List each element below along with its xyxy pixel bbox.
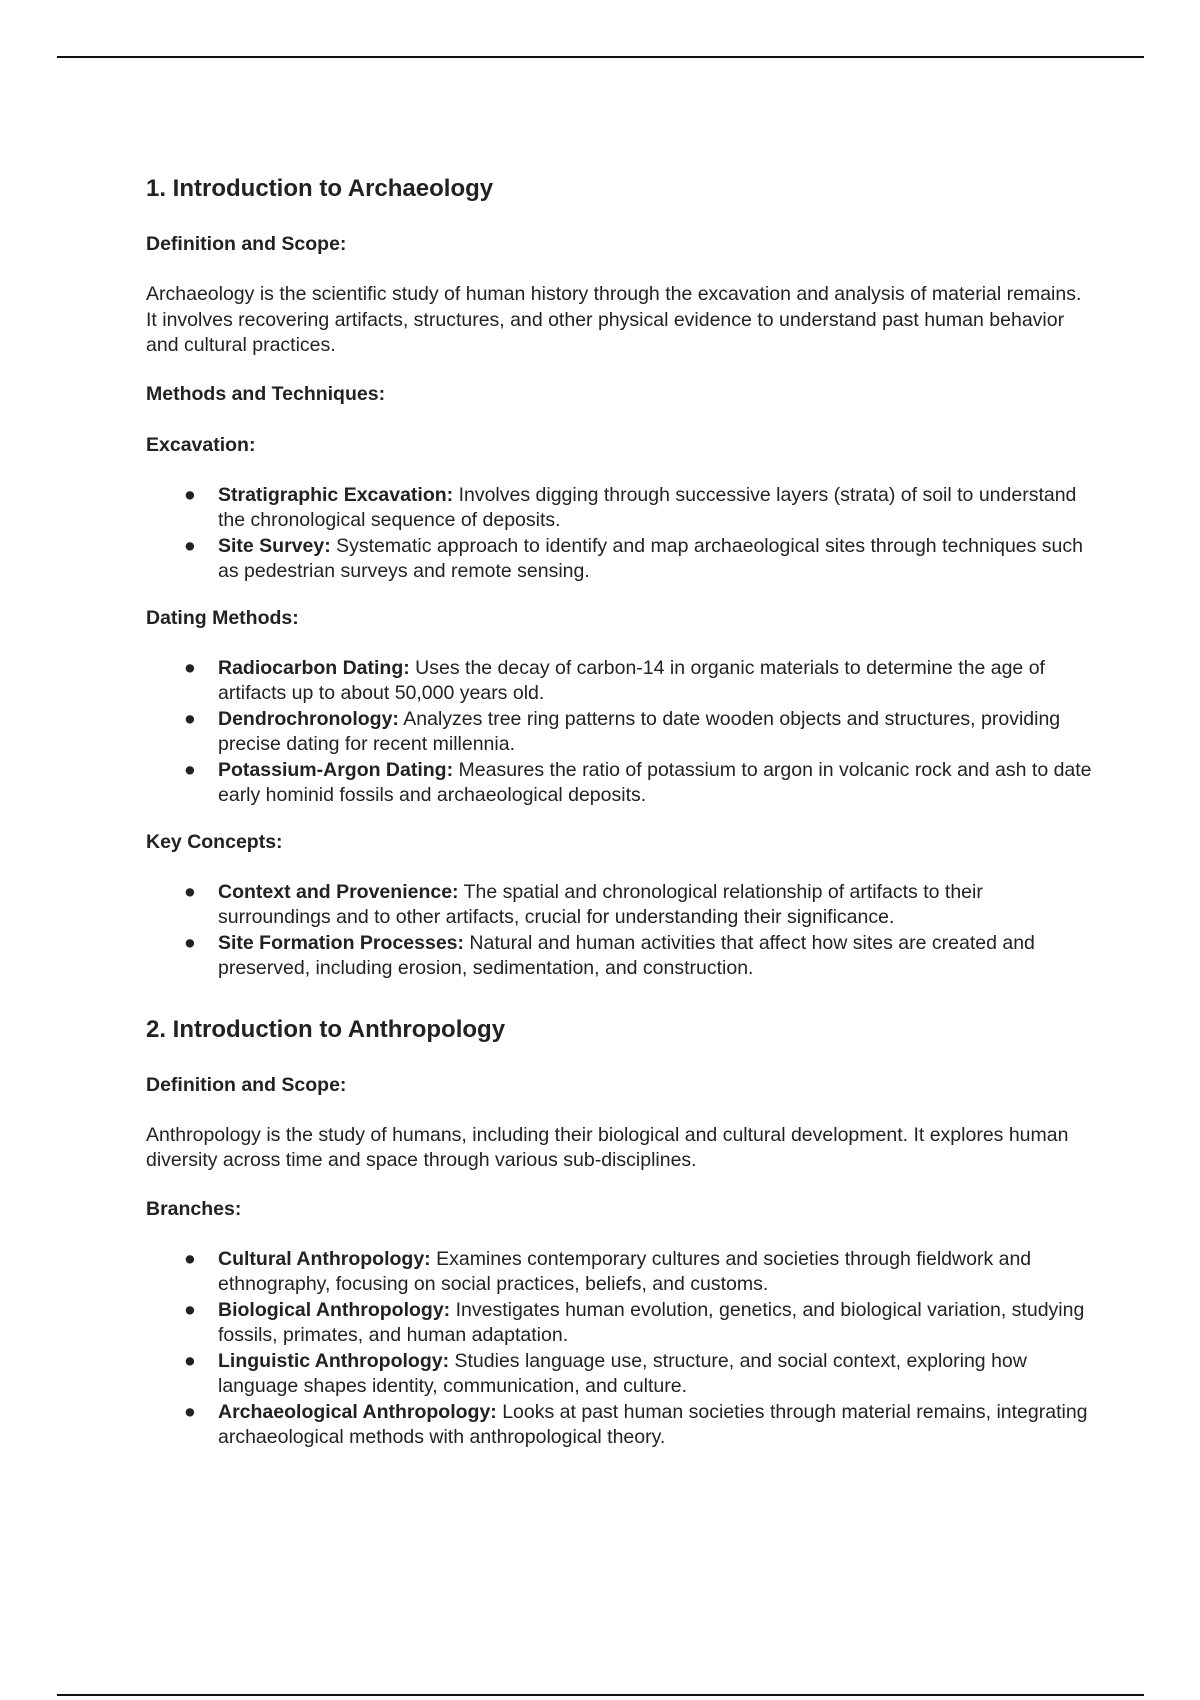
- definition-paragraph: Archaeology is the scientific study of human history through the excavation and analysis of material remains. It involves recovering artifacts, structures, and other physical evidence to understand past human behavior and cultural practices.: [146, 283, 1082, 356]
- list-item: [146, 1247, 1096, 1298]
- list-item-text: Systematic approach to identify and map archaeological sites through techniques such as pedestrian surveys and remote sensing.: [218, 534, 1083, 582]
- definition-label: Definition and Scope:: [146, 233, 347, 255]
- top-rule: [57, 56, 1144, 58]
- bottom-rule: [57, 1694, 1144, 1696]
- list-item-term: Cultural Anthropology:: [218, 1247, 431, 1270]
- bullet-icon: ●: [184, 880, 196, 903]
- bullet-icon: ●: [184, 1349, 196, 1372]
- list-item-term: Site Formation Processes:: [218, 931, 464, 954]
- bullet-icon: ●: [184, 758, 196, 781]
- bullet-icon: ●: [184, 1400, 196, 1423]
- bullet-icon: ●: [184, 1298, 196, 1321]
- list-item: [146, 880, 1096, 931]
- branches-label: Branches:: [146, 1197, 242, 1220]
- bullet-icon: ●: [184, 931, 196, 954]
- list-item-term: Dendrochronology:: [218, 707, 399, 730]
- excavation-label: Excavation:: [146, 433, 256, 456]
- list-item-text: The spatial and chronological relationship of artifacts to their surroundings and to other artifacts, crucial for understanding their significance.: [218, 880, 983, 928]
- bullet-icon: ●: [184, 656, 196, 679]
- definition-paragraph: Anthropology is the study of humans, including their biological and cultural development. It explores human diversity across time and space through various sub-disciplines.: [146, 1123, 1069, 1171]
- list-item: [146, 758, 1096, 809]
- list-item-term: Site Survey:: [218, 534, 331, 557]
- list-item-text: Examines contemporary cultures and societies through fieldwork and ethnography, focusing on social practices, beliefs, and customs.: [218, 1247, 1032, 1295]
- list-item-term: Biological Anthropology:: [218, 1298, 451, 1321]
- key-concepts-label: Key Concepts:: [146, 830, 283, 853]
- bullet-icon: ●: [184, 707, 196, 730]
- list-item: [146, 534, 1096, 585]
- list-item-text: Involves digging through successive layers (strata) of soil to understand the chronological sequence of deposits.: [218, 483, 1077, 531]
- list-item-text: Uses the decay of carbon-14 in organic materials to determine the age of artifacts up to about 50,000 years old.: [218, 656, 1045, 704]
- list-item: [146, 1400, 1096, 1451]
- list-item-term: Archaeological Anthropology:: [218, 1400, 497, 1423]
- definition-label: Definition and Scope:: [146, 1073, 347, 1096]
- list-item-text: Measures the ratio of potassium to argon in volcanic rock and ash to date early hominid fossils and archaeological deposits.: [218, 758, 1092, 806]
- list-item: [146, 656, 1096, 707]
- list-item-text: Natural and human activities that affect how sites are created and preserved, including erosion, sedimentation, and construction.: [218, 931, 1035, 979]
- list-item-term: Potassium-Argon Dating:: [218, 758, 454, 781]
- list-item-term: Linguistic Anthropology:: [218, 1349, 450, 1372]
- list-item-text: Looks at past human societies through material remains, integrating archaeological methods with anthropological theory.: [218, 1400, 1088, 1448]
- document-body: [146, 172, 1096, 1471]
- list-item: [146, 1298, 1096, 1349]
- bullet-icon: ●: [184, 534, 196, 557]
- key-concepts-list: [146, 880, 1096, 982]
- list-item-text: Investigates human evolution, genetics, and biological variation, studying fossils, primates, and human adaptation.: [218, 1298, 1085, 1346]
- list-item-term: Stratigraphic Excavation:: [218, 483, 454, 506]
- excavation-list: [146, 483, 1096, 585]
- list-item: [146, 1349, 1096, 1400]
- list-item-text: Analyzes tree ring patterns to date wooden objects and structures, providing precise dating for recent millennia.: [218, 707, 1061, 755]
- methods-label: Methods and Techniques:: [146, 382, 386, 405]
- list-item: [146, 483, 1096, 534]
- list-item: [146, 931, 1096, 982]
- list-item-term: Radiocarbon Dating:: [218, 656, 410, 679]
- section-heading-anthropology: 2. Introduction to Anthropology: [146, 1015, 506, 1043]
- branches-list: [146, 1247, 1096, 1451]
- dating-label: Dating Methods:: [146, 606, 299, 629]
- list-item: [146, 707, 1096, 758]
- list-item-text: Studies language use, structure, and social context, exploring how language shapes identity, communication, and culture.: [218, 1349, 1027, 1397]
- section-heading-archaeology: 1. Introduction to Archaeology: [146, 175, 494, 202]
- list-item-term: Context and Provenience:: [218, 880, 459, 903]
- bullet-icon: ●: [184, 483, 196, 506]
- bullet-icon: ●: [184, 1247, 196, 1270]
- dating-list: [146, 656, 1096, 809]
